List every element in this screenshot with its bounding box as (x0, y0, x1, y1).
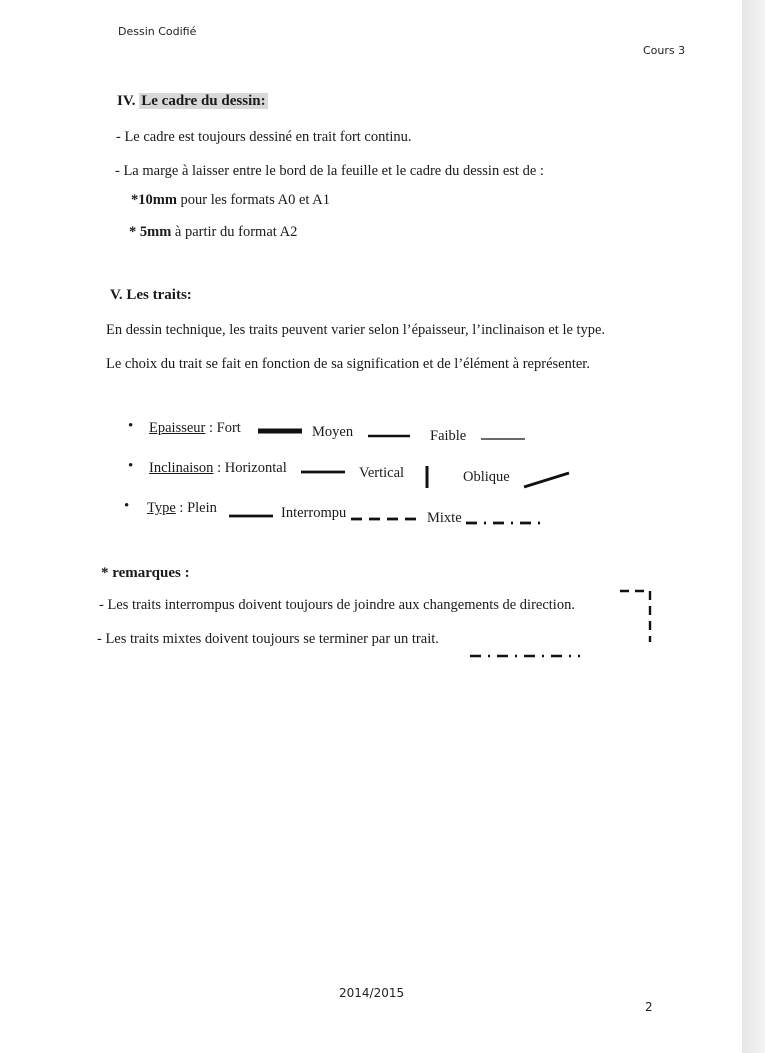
section4-item2 (129, 224, 297, 241)
inclinaison-horizontal: Horizontal (224, 460, 287, 476)
remarques-line1: - Les traits interrompus doivent toujours de joindre aux changements de direction. (99, 597, 575, 613)
remarques-line2: - Les traits mixtes doivent toujours se terminer par un trait. (97, 631, 439, 647)
section5-para1: En dessin technique, les traits peuvent varier selon l’épaisseur, l’inclinaison et le type. (106, 322, 606, 338)
page-number: 2 (645, 1000, 653, 1014)
epaisseur-faible: Faible (430, 428, 467, 444)
section4-item1 (131, 192, 330, 209)
type-mixte: Mixte (427, 510, 462, 526)
section4-title-number: IV. (117, 93, 136, 109)
type-sep: : (175, 500, 188, 516)
remarques-title: * remarques : (101, 565, 190, 581)
bullet-dot: • (128, 458, 134, 474)
footer-year: 2014/2015 (339, 986, 405, 1000)
epaisseur-fort: Fort (216, 420, 241, 436)
section4-item1-text: pour les formats A0 et A1 (180, 192, 330, 208)
line-mixte-sample (466, 519, 542, 527)
section5-title: V. Les traits: (110, 287, 192, 303)
section4-title (117, 93, 268, 110)
section4-item1-bold: *10mm (131, 192, 177, 208)
scan-edge (742, 0, 765, 1053)
header-right: Cours 3 (643, 44, 686, 57)
line-plein-sample (229, 512, 275, 520)
bullet-dot: • (128, 418, 134, 434)
inclinaison-sep: : (213, 460, 225, 476)
type-label: Type (147, 500, 176, 516)
section4-line1: - Le cadre est toujours dessiné en trait fort continu. (116, 129, 412, 145)
line-horizontal-sample (301, 468, 347, 476)
line-oblique-sample (523, 471, 571, 489)
header-left: Dessin Codifié (118, 25, 197, 38)
line-fort-sample (258, 426, 304, 436)
line-interrompu-sample (351, 515, 423, 523)
section4-line2: - La marge à laisser entre le bord de la feuille et le cadre du dessin est de : (115, 163, 544, 179)
inclinaison-vertical: Vertical (359, 465, 405, 481)
epaisseur-moyen: Moyen (312, 424, 354, 440)
section5-para2: Le choix du trait se fait en fonction de sa signification et de l’élément à représenter. (106, 356, 590, 372)
section4-item2-bold: * 5mm (129, 224, 172, 240)
type-row (147, 500, 217, 517)
bullet-dot: • (124, 498, 130, 514)
line-moyen-sample (368, 432, 412, 440)
inclinaison-row (149, 460, 287, 477)
epaisseur-label: Epaisseur (149, 420, 206, 436)
mixed-line-illustration (470, 652, 582, 660)
inclinaison-oblique: Oblique (463, 469, 510, 485)
epaisseur-sep: : (205, 420, 217, 436)
line-vertical-sample (423, 466, 431, 490)
section4-title-text: Le cadre du dessin: (141, 93, 266, 109)
section4-item2-text: à partir du format A2 (174, 224, 298, 240)
inclinaison-label: Inclinaison (149, 460, 214, 476)
type-interrompu: Interrompu (281, 505, 347, 521)
epaisseur-row (149, 420, 241, 437)
line-faible-sample (481, 436, 527, 442)
type-plein: Plein (187, 500, 217, 516)
dashed-corner-illustration (620, 586, 660, 644)
